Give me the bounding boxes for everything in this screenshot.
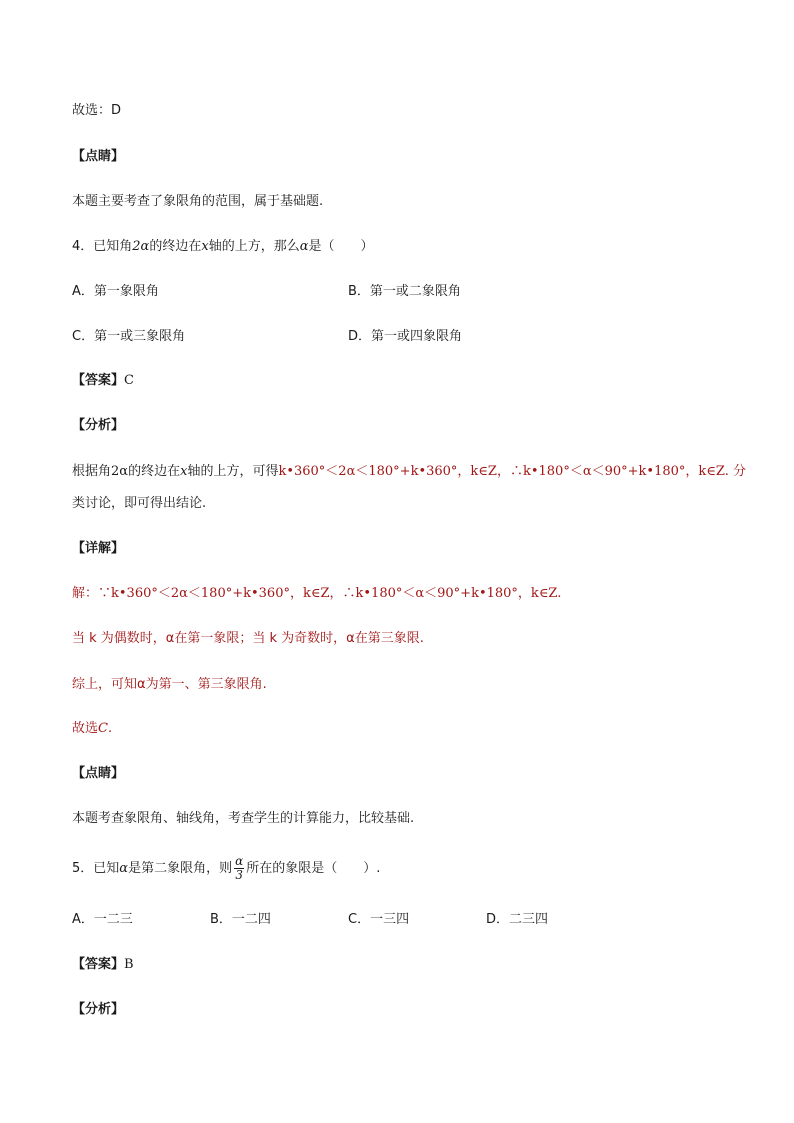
q4-detail-heading: 【详解】 [72,541,125,556]
q4-analysis-line1: 根据角2α的终边在x轴的上方，可得k•360°＜2α＜180°+k•360°，k∈Z，∴k•180°＜α＜90°+k•180°，k∈Z. 分 [72,464,746,479]
q5-option-a: A．一二三 [72,912,133,927]
q4-answer: 【答案】C [72,373,134,388]
q4-option-c: C．第一或三象限角 [72,329,186,344]
q5-answer: 【答案】B [72,957,134,972]
q4-option-b: B．第一或二象限角 [348,284,461,299]
q4-detail-line2: 当 k 为偶数时，α在第一象限；当 k 为奇数时，α在第三象限. [72,631,424,646]
expr-2alpha: 2α [132,239,150,254]
q5-option-d: D．二三四 [486,912,549,927]
q4-dianjing-text: 本题考查象限角、轴线角，考查学生的计算能力，比较基础. [72,811,415,826]
q4-answer-value: C [124,373,134,388]
q5-option-b: B．一二四 [210,912,271,927]
q4-option-a: A．第一象限角 [72,284,159,299]
q5-analysis-heading: 【分析】 [72,1002,125,1017]
question-4: 4．已知角2α的终边在x轴的上方，那么α是（ ） [72,239,374,254]
x-var: x [201,239,209,254]
q4-option-d: D．第一或四象限角 [348,329,463,344]
q4-detail-line4: 故选C. [72,721,113,736]
alpha-var: α [299,239,309,254]
q5-option-c: C．一三四 [348,912,410,927]
q4-detail-line3: 综上，可知α为第一、第三象限角. [72,677,267,692]
q4-analysis-heading: 【分析】 [72,418,125,433]
q4-analysis-line2: 类讨论，即可得出结论. [72,496,207,511]
answer-text: 故选：D [72,103,122,118]
q5-answer-value: B [124,957,134,972]
question-5: 5．已知α是第二象限角，则 $\frac{\alpha}{3}$ 所在的象限是（ ）. [72,854,381,882]
alpha-var: α [119,861,129,876]
dianjing-text: 本题主要考查了象限角的范围，属于基础题. [72,194,324,209]
q4-detail-line1: 解：∵k•360°＜2α＜180°+k•360°，k∈Z，∴k•180°＜α＜90°+k•180°，k∈Z. [72,586,562,601]
q4-dianjing-heading: 【点睛】 [72,766,125,781]
dianjing-heading: 【点睛】 [72,149,125,164]
fraction-alpha-over-3: $\frac{\alpha}{3}$ [235,854,244,882]
answer-line [72,101,121,121]
